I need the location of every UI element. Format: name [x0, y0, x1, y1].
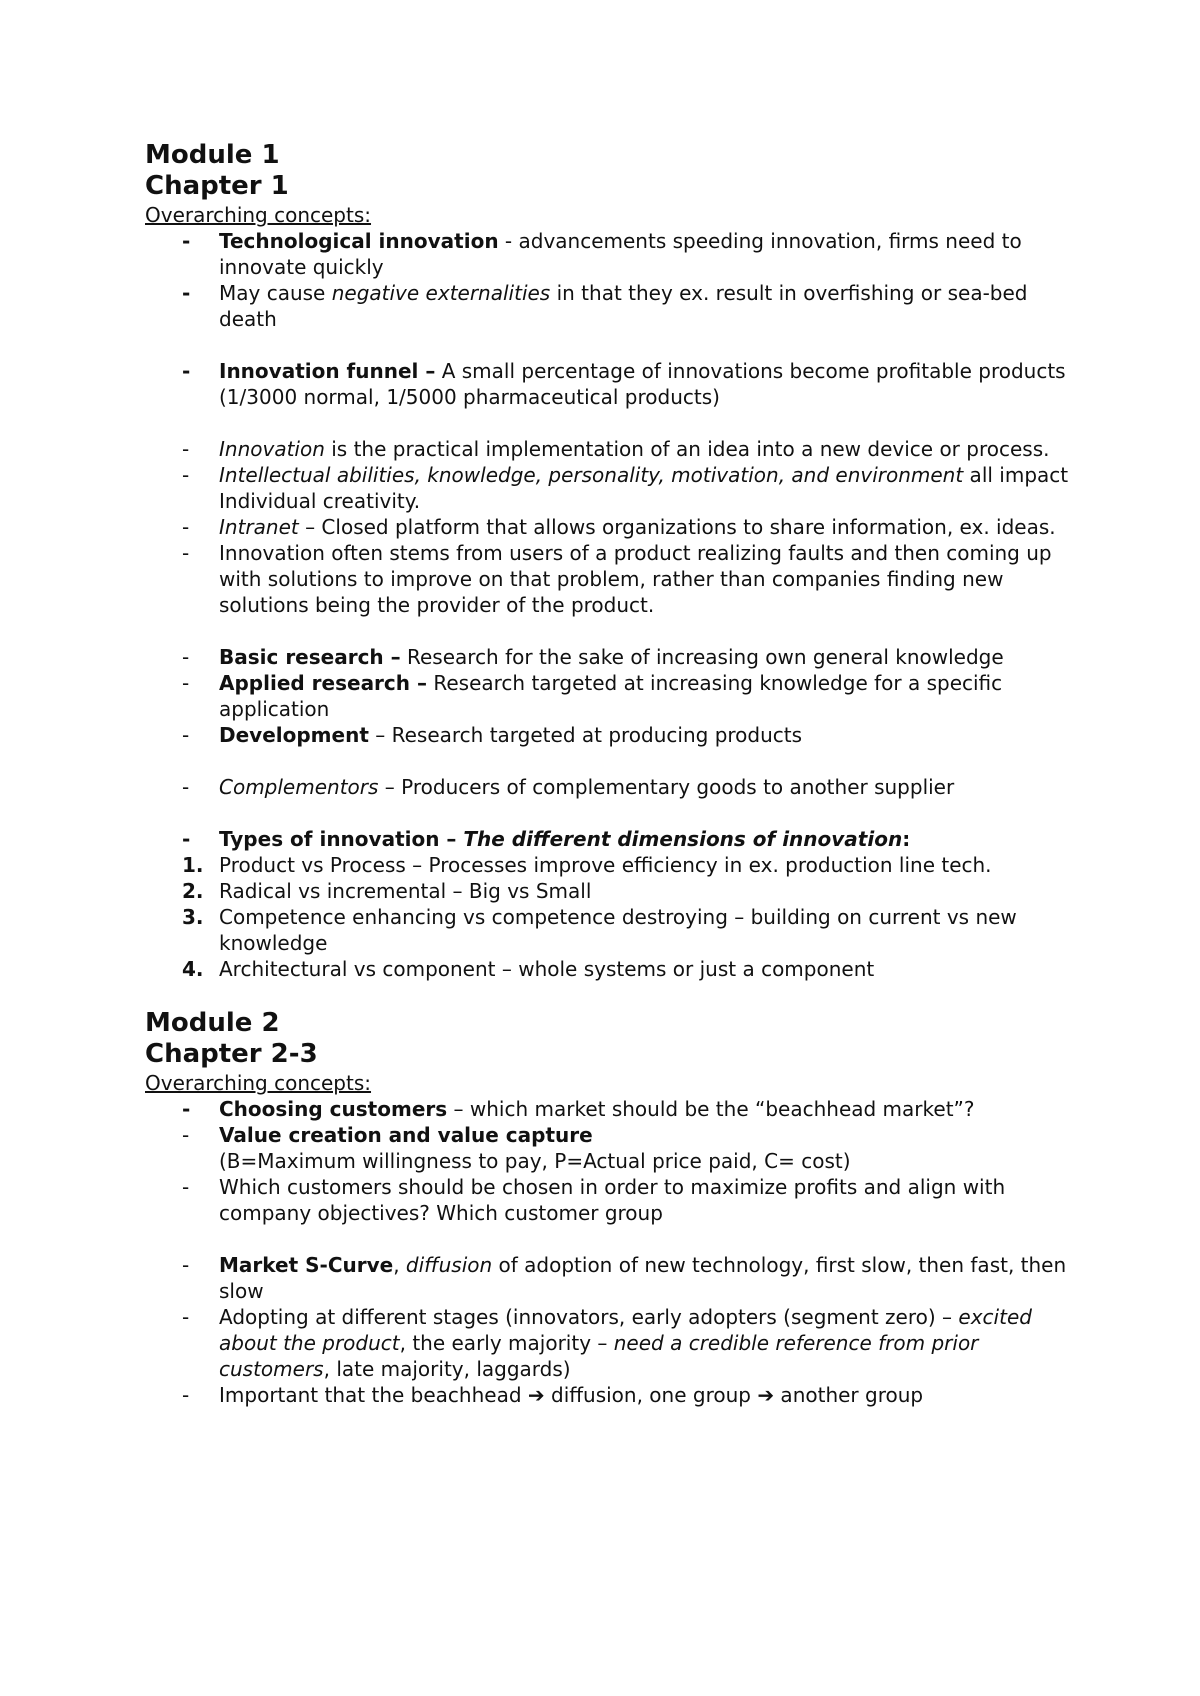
bullet-marker: -	[182, 541, 190, 565]
bullet-marker: -	[182, 281, 191, 305]
list-item	[145, 1096, 1075, 1122]
bullet-marker: -	[182, 463, 190, 487]
item-text: Competence enhancing vs competence destroying – building on current vs new knowledge	[219, 905, 1017, 955]
item-text: – Research targeted at producing products	[368, 723, 803, 747]
term: Types of innovation –	[219, 827, 457, 851]
module-1-title: Module 1	[145, 140, 280, 170]
term: negative externalities	[331, 281, 551, 305]
item-text: in that they ex. result in overfishing or sea-bed death	[219, 281, 1028, 331]
item-text: Research for the sake of increasing own general knowledge	[400, 645, 1004, 669]
item-text: Product vs Process – Processes improve efficiency in ex. production line tech.	[219, 853, 992, 877]
chapter-2-3-title: Chapter 2-3	[145, 1039, 318, 1069]
module-2-title: Module 2	[145, 1008, 280, 1038]
item-text: all impact Individual creativity.	[219, 463, 1069, 513]
item-text: A small percentage of innovations become profitable products (1/3000 normal, 1/5000 pharmaceutical products)	[219, 359, 1066, 409]
item-text: Innovation often stems from users of a product realizing faults and then coming up with solutions to improve on that problem, rather than companies finding new solutions being the provider of the product.	[219, 541, 1052, 617]
bullet-marker: -	[182, 775, 190, 799]
overarching-concepts-label: Overarching concepts:	[145, 203, 372, 227]
bullet-marker: -	[182, 1097, 191, 1121]
term: Innovation	[219, 437, 325, 461]
item-text: is the practical implementation of an idea into a new device or process.	[324, 437, 1050, 461]
chapter-1-title: Chapter 1	[145, 171, 289, 201]
number-marker: 4.	[182, 957, 204, 981]
term: Market S-Curve	[219, 1253, 394, 1277]
list-item	[145, 514, 1075, 540]
list-item	[145, 826, 1075, 852]
item-text: Research targeted at increasing knowledge for a specific application	[219, 671, 1003, 721]
list-item	[145, 540, 1075, 618]
list-item	[145, 358, 1075, 410]
overarching-concepts-label: Overarching concepts:	[145, 1071, 372, 1095]
list-item	[145, 1304, 1075, 1382]
item-text: of adoption of new technology, first slow, then fast, then slow	[219, 1253, 1067, 1303]
item-text: Adopting at different stages (innovators, early adopters (segment zero) –	[219, 1305, 959, 1329]
item-text: , late majority, laggards)	[323, 1357, 571, 1381]
term: Intellectual abilities, knowledge, personality, motivation, and environment	[219, 463, 964, 487]
list-item	[145, 462, 1075, 514]
term: Technological innovation	[219, 229, 499, 253]
numbered-item	[145, 956, 1075, 982]
list-item	[145, 1252, 1075, 1304]
term-emphasis: excited about the product	[219, 1305, 1032, 1355]
item-text: , the early majority –	[399, 1331, 614, 1355]
number-marker: 3.	[182, 905, 204, 929]
list-item	[145, 1122, 1075, 1174]
bullet-marker: -	[182, 1123, 190, 1147]
term: Development	[219, 723, 369, 747]
term-emphasis: diffusion	[405, 1253, 493, 1277]
number-marker: 1.	[182, 853, 204, 877]
term: Applied research –	[219, 671, 427, 695]
term: Innovation funnel –	[219, 359, 436, 383]
term: Basic research –	[219, 645, 401, 669]
term: Value creation and value capture	[219, 1123, 593, 1147]
bullet-marker: -	[182, 437, 190, 461]
term: Intranet	[219, 515, 299, 539]
bullet-marker: -	[182, 1253, 190, 1277]
item-text: (B=Maximum willingness to pay, P=Actual price paid, C= cost)	[219, 1149, 851, 1173]
item-text: Important that the beachhead ➔ diffusion, one group ➔ another group	[219, 1383, 924, 1407]
document-page	[145, 140, 1075, 1408]
bullet-marker: -	[182, 1175, 190, 1199]
item-text: :	[902, 827, 911, 851]
innovation-types-numbered-list	[145, 852, 1075, 982]
item-text: May cause	[219, 281, 332, 305]
list-item	[145, 228, 1075, 280]
item-text: Architectural vs component – whole systems or just a component	[219, 957, 875, 981]
number-marker: 2.	[182, 879, 204, 903]
bullet-marker: -	[182, 671, 190, 695]
item-text: – Closed platform that allows organizations to share information, ex. ideas.	[298, 515, 1056, 539]
numbered-item	[145, 852, 1075, 878]
item-text: ,	[393, 1253, 406, 1277]
list-item	[145, 1382, 1075, 1408]
module-1-section	[145, 140, 1075, 982]
module-2-section	[145, 1008, 1075, 1408]
term-emphasis: need a credible reference from prior customers	[219, 1331, 979, 1381]
bullet-marker: -	[182, 723, 190, 747]
term: Complementors	[219, 775, 379, 799]
term: Choosing customers	[219, 1097, 448, 1121]
numbered-item	[145, 904, 1075, 956]
list-item	[145, 722, 1075, 748]
bullet-marker: -	[182, 229, 191, 253]
numbered-item	[145, 878, 1075, 904]
bullet-marker: -	[182, 515, 190, 539]
bullet-marker: -	[182, 645, 190, 669]
module-2-bullet-list	[145, 1096, 1075, 1408]
item-text: – Producers of complementary goods to another supplier	[378, 775, 955, 799]
item-text: Which customers should be chosen in order to maximize profits and align with company objectives? Which customer group	[219, 1175, 1006, 1225]
bullet-marker: -	[182, 359, 191, 383]
list-item	[145, 774, 1075, 800]
list-item	[145, 436, 1075, 462]
term-emphasis: The different dimensions of innovation	[456, 827, 903, 851]
list-item	[145, 670, 1075, 722]
bullet-marker: -	[182, 827, 191, 851]
item-text: - advancements speeding innovation, firms need to innovate quickly	[219, 229, 1022, 279]
bullet-marker: -	[182, 1383, 190, 1407]
item-text: Radical vs incremental – Big vs Small	[219, 879, 592, 903]
list-item	[145, 280, 1075, 332]
list-item	[145, 644, 1075, 670]
module-1-bullet-list	[145, 228, 1075, 852]
list-item	[145, 1174, 1075, 1226]
bullet-marker: -	[182, 1305, 190, 1329]
item-text: – which market should be the “beachhead market”?	[447, 1097, 975, 1121]
